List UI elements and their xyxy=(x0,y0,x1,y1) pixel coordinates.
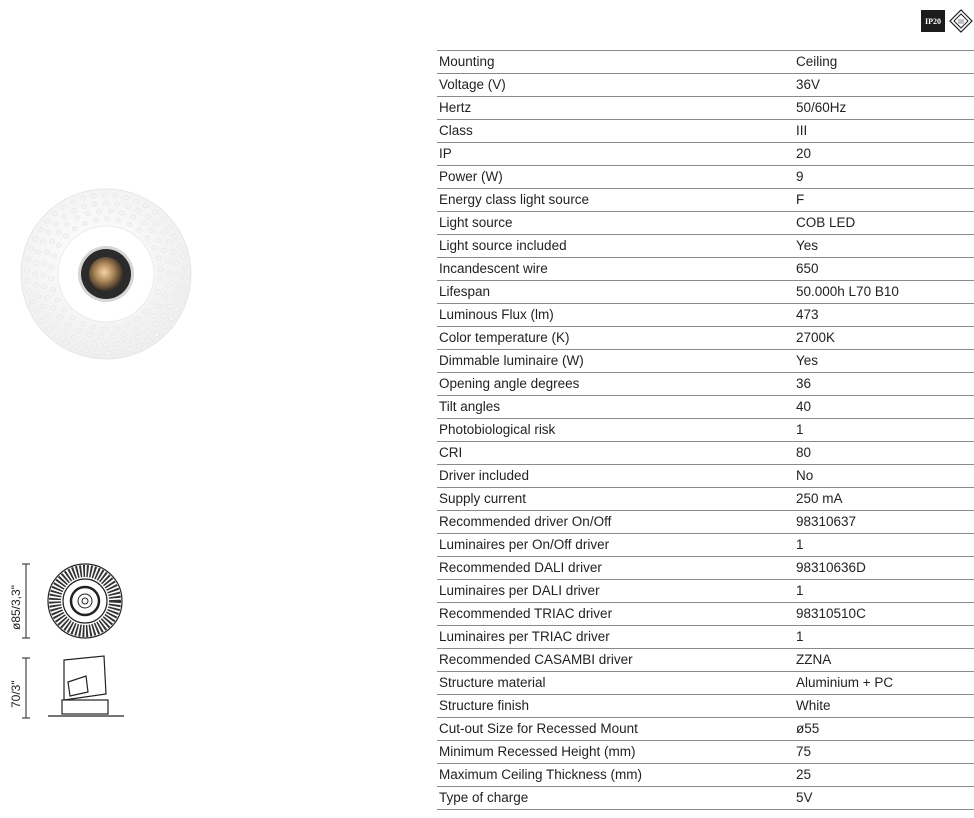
ip-rating-badge: IP20 xyxy=(921,10,945,32)
spec-value: 2700K xyxy=(796,330,836,345)
spec-label: Incandescent wire xyxy=(439,261,548,276)
spec-label: Mounting xyxy=(439,54,495,69)
spec-value: Yes xyxy=(796,353,819,368)
spec-label: Recommended CASAMBI driver xyxy=(439,652,633,667)
spec-label: Luminaires per On/Off driver xyxy=(439,537,610,552)
spec-label: Voltage (V) xyxy=(439,77,506,92)
spec-row xyxy=(437,718,974,741)
spec-value: 40 xyxy=(796,399,812,414)
spec-row xyxy=(437,235,974,258)
spec-value: White xyxy=(796,698,831,713)
spec-label: Recommended TRIAC driver xyxy=(439,606,613,621)
certification-badges xyxy=(921,9,973,33)
spec-row xyxy=(437,350,974,373)
spec-row xyxy=(437,580,974,603)
spec-label: Color temperature (K) xyxy=(439,330,570,345)
spec-row xyxy=(437,396,974,419)
spec-label: Light source included xyxy=(439,238,567,253)
spec-row xyxy=(437,649,974,672)
spec-value: Aluminium + PC xyxy=(796,675,894,690)
spec-label: Photobiological risk xyxy=(439,422,556,437)
spec-label: Class xyxy=(439,123,473,138)
spec-row xyxy=(437,764,974,787)
spec-label: Tilt angles xyxy=(439,399,501,414)
spec-row xyxy=(437,695,974,718)
spec-row xyxy=(437,304,974,327)
spec-value: 250 mA xyxy=(796,491,843,506)
spec-row xyxy=(437,741,974,764)
spec-label: Recommended DALI driver xyxy=(439,560,602,575)
spec-value: Yes xyxy=(796,238,819,253)
spec-label: Power (W) xyxy=(439,169,503,184)
spec-value: III xyxy=(796,123,808,138)
spec-label: Minimum Recessed Height (mm) xyxy=(439,744,636,759)
spec-row xyxy=(437,166,974,189)
spec-row xyxy=(437,120,974,143)
spec-value: 98310636D xyxy=(796,560,866,575)
spec-value: Ceiling xyxy=(796,54,838,69)
spec-row xyxy=(437,74,974,97)
specifications-table xyxy=(437,50,974,810)
spec-value: 36 xyxy=(796,376,812,391)
product-photo xyxy=(20,188,192,360)
spec-value: 1 xyxy=(796,583,804,598)
spec-label: Dimmable luminaire (W) xyxy=(439,353,584,368)
class-iii-diamond-icon xyxy=(949,9,973,33)
spec-row xyxy=(437,787,974,810)
spec-label: Recommended driver On/Off xyxy=(439,514,612,529)
spec-row xyxy=(437,212,974,235)
spec-value: 50/60Hz xyxy=(796,100,847,115)
spec-value: 98310510C xyxy=(796,606,866,621)
spec-value: 1 xyxy=(796,629,804,644)
spec-label: Luminaires per DALI driver xyxy=(439,583,600,598)
spec-row xyxy=(437,511,974,534)
spec-value: 1 xyxy=(796,537,804,552)
spec-value: F xyxy=(796,192,805,207)
spec-value: 473 xyxy=(796,307,819,322)
spec-label: Light source xyxy=(439,215,513,230)
spec-row xyxy=(437,488,974,511)
spec-value: 9 xyxy=(796,169,804,184)
diameter-dimension: ø85/3,3" xyxy=(9,585,23,630)
spec-row xyxy=(437,465,974,488)
spec-value: 80 xyxy=(796,445,812,460)
spec-value: 50.000h L70 B10 xyxy=(796,284,899,299)
spec-label: Luminaires per TRIAC driver xyxy=(439,629,610,644)
spec-label: Structure finish xyxy=(439,698,530,713)
spec-value: 36V xyxy=(796,77,821,92)
spec-label: Opening angle degrees xyxy=(439,376,580,391)
spec-label: Cut-out Size for Recessed Mount xyxy=(439,721,638,736)
spec-value: ZZNA xyxy=(796,652,832,667)
spec-row xyxy=(437,281,974,304)
spec-row xyxy=(437,143,974,166)
technical-drawing xyxy=(4,556,134,726)
spec-row xyxy=(437,189,974,212)
spec-value: 98310637 xyxy=(796,514,857,529)
spec-row xyxy=(437,534,974,557)
spec-label: Maximum Ceiling Thickness (mm) xyxy=(439,767,643,782)
spec-value: 650 xyxy=(796,261,819,276)
spec-row xyxy=(437,557,974,580)
spec-label: Energy class light source xyxy=(439,192,590,207)
spec-value: 25 xyxy=(796,767,812,782)
spec-label: Hertz xyxy=(439,100,472,115)
spec-row xyxy=(437,442,974,465)
spec-label: Luminous Flux (lm) xyxy=(439,307,554,322)
spec-label: CRI xyxy=(439,445,463,460)
spec-row xyxy=(437,97,974,120)
spec-value: 5V xyxy=(796,790,813,805)
spec-value: COB LED xyxy=(796,215,856,230)
spec-label: Supply current xyxy=(439,491,527,506)
spec-label: Type of charge xyxy=(439,790,529,805)
svg-text:III: III xyxy=(958,19,964,26)
spec-label: IP xyxy=(439,146,452,161)
spec-row xyxy=(437,419,974,442)
spec-value: 20 xyxy=(796,146,812,161)
spec-value: 1 xyxy=(796,422,804,437)
spec-label: Lifespan xyxy=(439,284,491,299)
spec-label: Structure material xyxy=(439,675,546,690)
spec-row xyxy=(437,327,974,350)
spec-label: Driver included xyxy=(439,468,530,483)
spec-row xyxy=(437,626,974,649)
spec-value: No xyxy=(796,468,814,483)
spec-row xyxy=(437,51,974,74)
spec-row xyxy=(437,603,974,626)
spec-row xyxy=(437,672,974,695)
spec-value: ø55 xyxy=(796,721,820,736)
spec-row xyxy=(437,373,974,396)
spec-value: 75 xyxy=(796,744,812,759)
height-dimension: 70/3" xyxy=(9,680,23,708)
spec-row xyxy=(437,258,974,281)
